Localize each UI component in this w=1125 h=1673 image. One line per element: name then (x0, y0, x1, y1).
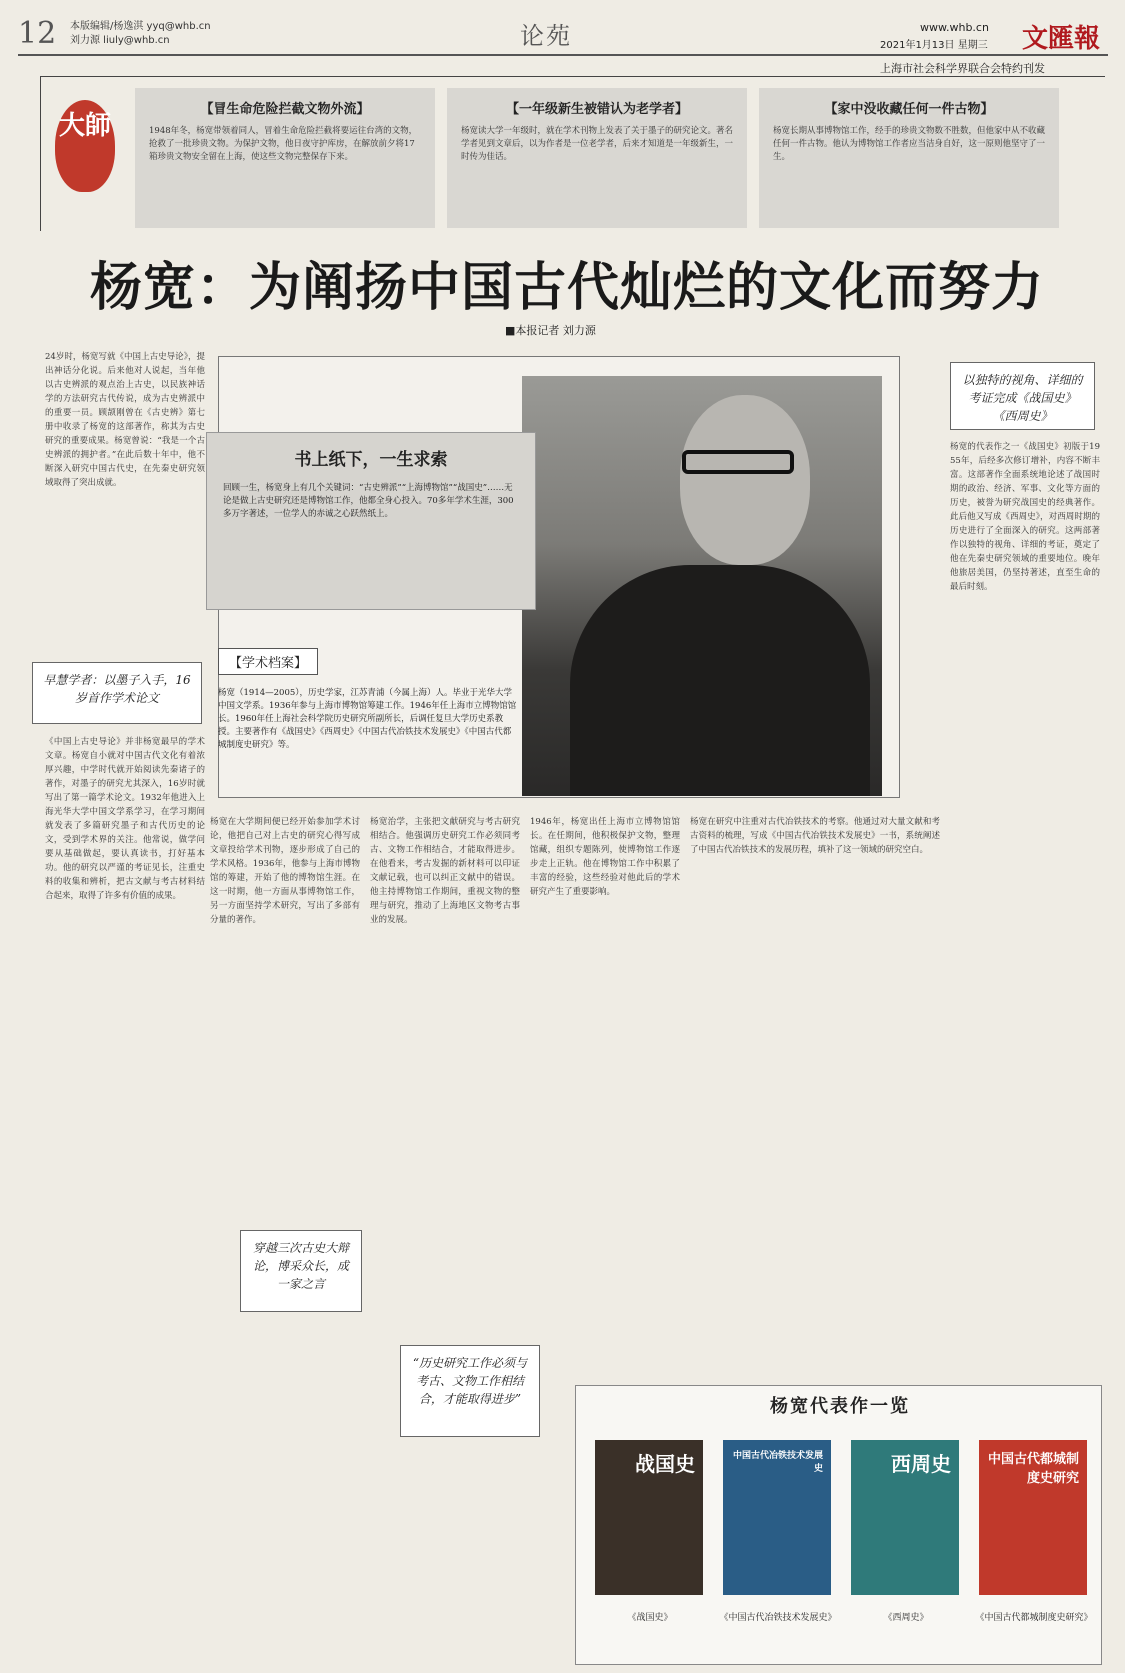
book-cover-zhanguoshi[interactable] (595, 1440, 703, 1595)
editors-line-1: 本版编辑/杨逸淇 yyq@whb.cn (70, 21, 211, 32)
book-caption: 《西周史》 (883, 1613, 929, 1623)
editors-line-2: 刘力源 liuly@whb.cn (70, 35, 170, 46)
tagline: 上海市社会科学界联合会特约刊发 (880, 62, 1045, 75)
archive-text: 杨宽（1914—2005），历史学家，江苏青浦（今属上海）人。毕业于光华大学中国文学系。1936年参与上海市博物馆筹建工作。1946年任上海市立博物馆馆长。1960年任上海社会科学院历史研究所副所长，后调任复旦大学历史系教授。主要著作有《战国史》《西周史》《中国古代冶铁技术发展史》《中国古代都城制度史研究》等。 (218, 688, 517, 750)
book-caption: 《中国古代冶铁技术发展史》 (719, 1613, 837, 1623)
works-title: 杨宽代表作一览 (770, 1396, 910, 1417)
book-cover-xizhoushi[interactable] (851, 1440, 959, 1595)
issue-date: 2021年1月13日 星期三 (880, 40, 988, 51)
article-col6: 杨宽的代表作之一《战国史》初版于1955年，后经多次修订增补，内容不断丰富。这部著作全面系统地论述了战国时期的政治、经济、军事、文化等方面的历史，被誉为研究战国史的经典著作。此后他又写成《西周史》，对西周时期的历史进行了全面深入的研究。这两部著作以独特的视角、详细的考证，奠定了他在先秦史研究领域的重要地位。晚年他旅居美国，仍坚持著述，直至生命的最后时刻。 (950, 442, 1100, 592)
anecdote-text-2: 杨宽读大学一年级时，就在学术刊物上发表了关于墨子的研究论文。著名学者见到文章后，以为作者是一位老学者，后来才知道是一年级新生，一时传为佳话。 (461, 126, 734, 162)
book-caption: 《战国史》 (627, 1613, 673, 1623)
book-cover-ducheng[interactable] (979, 1440, 1087, 1595)
section-title: 论苑 (520, 22, 572, 50)
anecdote-box-3 (759, 88, 1059, 228)
page-number: 12 (18, 16, 57, 51)
decorative-frame-left (40, 76, 41, 231)
cover-title: 西周史 (891, 1452, 951, 1476)
anecdote-title-2: 【一年级新生被错认为老学者】 (505, 102, 688, 117)
headline: 杨宽：为阐扬中国古代灿烂的文化而努力 (90, 258, 1045, 318)
anecdote-title-3: 【家中没收藏任何一件古物】 (824, 102, 994, 117)
pull-quote-history: “历史研究工作必须与考古、文物工作相结合，才能取得进步” (400, 1345, 540, 1437)
archive-tag: 【学术档案】 (218, 648, 318, 675)
byline: ■本报记者 刘力源 (505, 324, 596, 337)
book-cover-yetie[interactable] (723, 1440, 831, 1595)
website-link[interactable]: www.whb.cn (920, 21, 989, 34)
cover-title: 中国古代都城制度史研究 (987, 1452, 1079, 1486)
article-col1-top: 24岁时，杨宽写就《中国上古史导论》，提出神话分化说。后来他对人说起，当年他以古史辨派的观点治上古史，以民族神话学的方法研究古代传说，成为古史辨派中的重要一员。顾颉刚曾在《古史辨》第七册中收录了杨宽的这部著作，称其为古史研究的重要成果。杨宽曾说：“我是一个古史辨派的拥护者。”在此后数十年中，他不断深入研究中国古代史，在先秦史研究领域取得了突出成就。 (45, 352, 205, 488)
anecdote-box-1 (135, 88, 435, 228)
intro-quote-box (206, 432, 536, 610)
pull-quote-unique: 以独特的视角、详细的考证完成《战国史》《西周史》 (950, 362, 1095, 430)
anecdote-text-3: 杨宽长期从事博物馆工作，经手的珍贵文物数不胜数，但他家中从不收藏任何一件古物。他认为博物馆工作者应当洁身自好，这一原则他坚守了一生。 (773, 126, 1046, 162)
newspaper-logo: 文匯報 (1022, 24, 1101, 54)
article-col5: 杨宽在研究中注重对古代冶铁技术的考察。他通过对大量文献和考古资料的梳理，写成《中国古代冶铁技术发展史》一书，系统阐述了中国古代冶铁技术的发展历程，填补了这一领域的研究空白。 (690, 817, 940, 855)
master-seal: 大師 (55, 100, 115, 192)
intro-quote-title: 书上纸下，一生求索 (294, 450, 448, 470)
portrait-glasses (682, 450, 794, 474)
article-col2: 杨宽在大学期间便已经开始参加学术讨论，他把自己对上古史的研究心得写成文章投给学术刊物，逐步形成了自己的学术风格。1936年，他参与上海市博物馆的筹建，开始了他的博物馆生涯。在这一时期，他一方面从事博物馆工作，另一方面坚持学术研究，写出了多部有分量的著作。 (210, 817, 360, 925)
portrait-coat (570, 565, 870, 796)
intro-quote-text: 回顾一生，杨宽身上有几个关键词：“古史辨派”“上海博物馆”“战国史”……无论是做上古史研究还是博物馆工作，他都全身心投入。70多年学术生涯，300多万字著述，一位学人的赤诚之心跃然纸上。 (223, 483, 514, 519)
anecdote-box-2 (447, 88, 747, 228)
anecdote-text-1: 1948年冬，杨宽带领着同人，冒着生命危险拦截将要运往台湾的文物，抢救了一批珍贵文物。为保护文物，他日夜守护库房，在解放前夕将17箱珍贵文物安全留在上海，使这些文物完整保存下来。 (149, 126, 418, 162)
pull-quote-three: 穿越三次古史大辩论，博采众长，成一家之言 (240, 1230, 362, 1312)
cover-title: 中国古代冶铁技术发展史 (732, 1451, 823, 1474)
masthead-divider (18, 54, 1108, 56)
pull-quote-early: 早慧学者：以墨子入手，16岁首作学术论文 (32, 662, 202, 724)
academic-archive (218, 648, 518, 752)
portrait-face (680, 395, 810, 565)
article-col1-bottom: 《中国上古史导论》并非杨宽最早的学术文章。杨宽自小就对中国古代文化有着浓厚兴趣，中学时代就开始阅读先秦诸子的著作，对墨子的研究尤其深入，16岁时就写出了第一篇学术论文。1932年他进入上海光华大学中国文学系学习，在学习期间就发表了多篇研究墨子和古代历史的论文，受到学术界的关注。他常说，做学问要从基础做起，要认真读书，打好基本功。他的研究以严谨的考证见长，注重史料的收集和辨析，把古文献与考古材料结合起来，取得了许多有价值的成果。 (45, 737, 205, 901)
article-col4: 1946年，杨宽出任上海市立博物馆馆长。在任期间，他积极保护文物，整理馆藏，组织专题陈列，使博物馆工作逐步走上正轨。他在博物馆工作中积累了丰富的经验，这些经验对他此后的学术研究产生了重要影响。 (530, 817, 680, 897)
editors-credit (70, 20, 211, 48)
cover-title: 战国史 (635, 1452, 695, 1476)
article-col3: 杨宽治学，主张把文献研究与考古研究相结合。他强调历史研究工作必须同考古、文物工作相结合，才能取得进步。在他看来，考古发掘的新材料可以印证文献记载，也可以纠正文献中的错误。他主持博物馆工作期间，重视文物的整理与研究，推动了上海地区文物考古事业的发展。 (370, 817, 520, 925)
anecdote-title-1: 【冒生命危险拦截文物外流】 (200, 102, 370, 117)
decorative-frame-top (40, 76, 1105, 77)
book-caption: 《中国古代都城制度史研究》 (975, 1613, 1093, 1623)
